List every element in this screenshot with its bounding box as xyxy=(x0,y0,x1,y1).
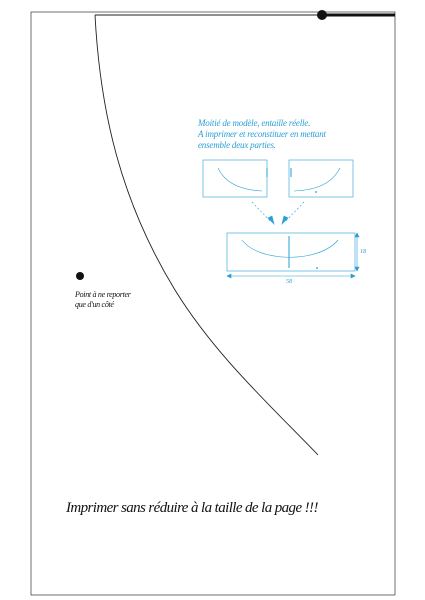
height-dimension xyxy=(355,233,359,271)
width-dimension-label: 58 xyxy=(286,279,292,285)
instructions-line-1: Moitié de modèle, entaille réelle. xyxy=(198,118,311,128)
reference-dot xyxy=(76,272,84,280)
half-model-left xyxy=(203,160,267,197)
width-dimension xyxy=(227,274,355,278)
height-dimension-label: 18 xyxy=(360,249,366,255)
instructions-note xyxy=(198,118,326,151)
point-note xyxy=(75,290,131,310)
pattern-curve xyxy=(95,15,318,455)
instructions-line-2: A imprimer et reconstituer en mettant xyxy=(198,129,326,139)
top-marker-dot xyxy=(317,10,327,20)
point-note-line-1: Point à ne reporter xyxy=(75,290,131,299)
merge-arrows xyxy=(252,202,304,224)
instructions-line-3: ensemble deux parties. xyxy=(198,140,276,150)
assembled-model xyxy=(227,233,355,271)
print-warning: Imprimer sans réduire à la taille de la page !!! xyxy=(66,500,318,516)
point-note-line-2: que d'un côté xyxy=(75,300,114,309)
half-model-right xyxy=(289,160,353,197)
